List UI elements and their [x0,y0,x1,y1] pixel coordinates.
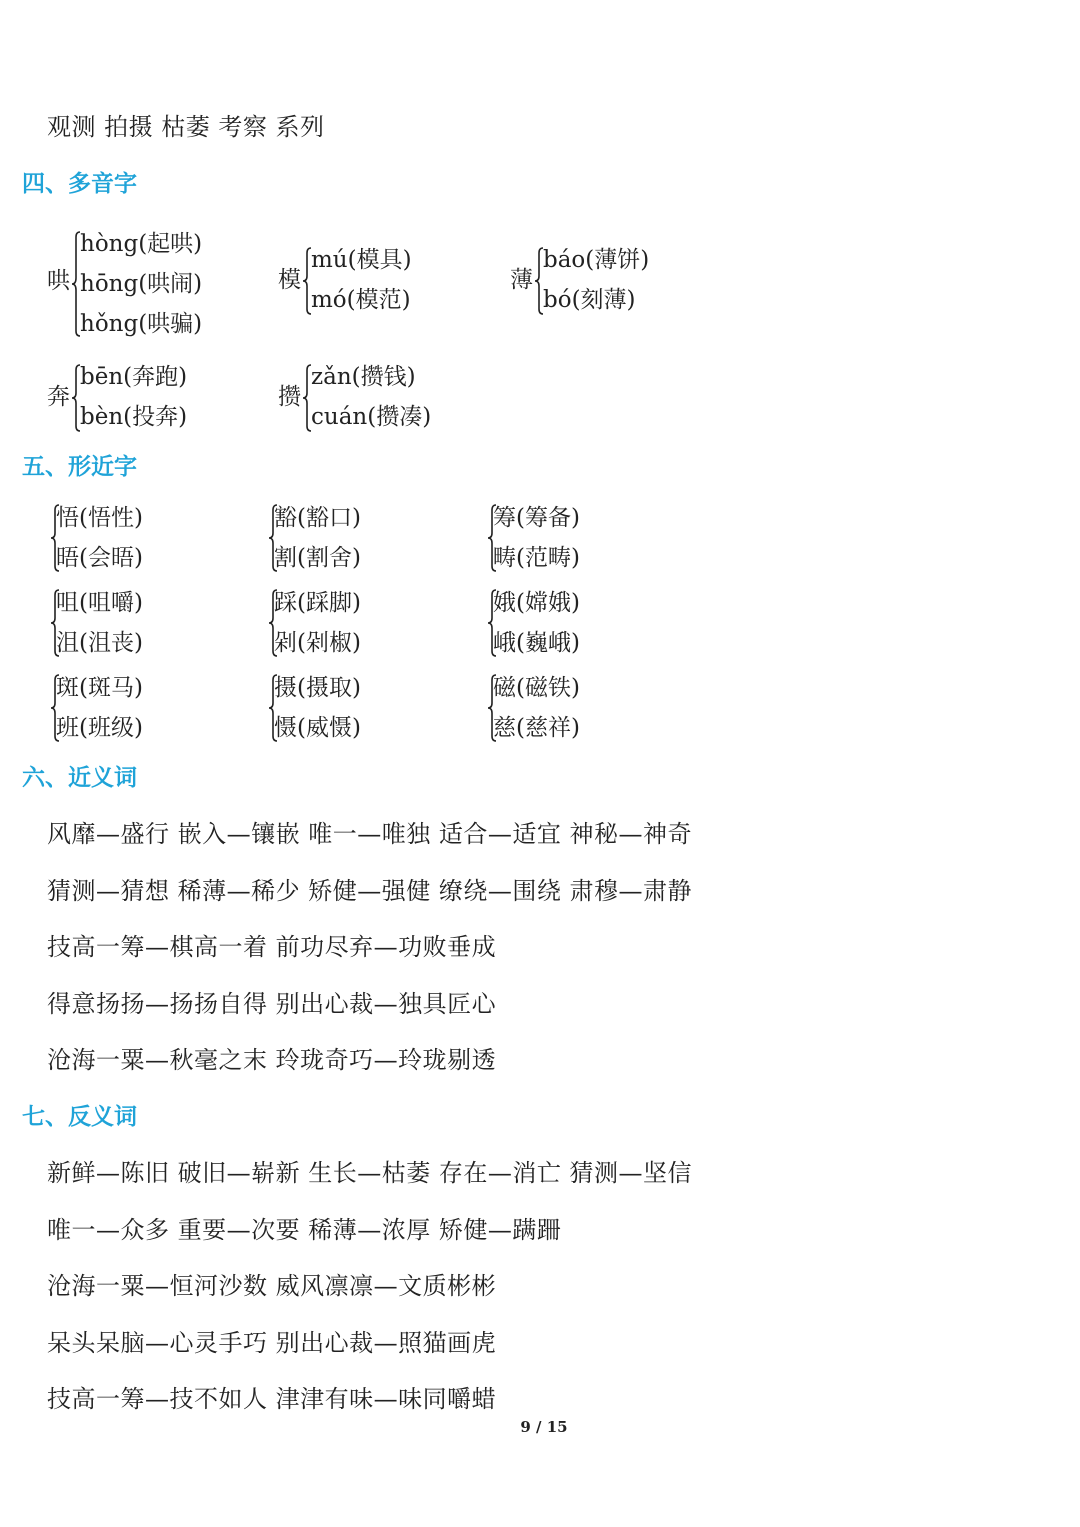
poly-char: 哄 [47,268,70,294]
synonym-line: 技高一筹—棋高一着 前功尽弃—功败垂成 [47,933,497,961]
poly-reading: mú(模具) [311,247,412,273]
poly-reading: bēn(奔跑) [80,364,188,390]
section-heading-polyphonic: 四、多音字 [22,171,137,197]
antonym-line: 技高一筹—技不如人 津津有味—味同嚼蜡 [47,1385,497,1413]
antonym-line: 呆头呆脑—心灵手巧 别出心裁—照猫画虎 [47,1329,497,1357]
antonym-line: 沧海一粟—恒河沙数 威风凛凛—文质彬彬 [47,1272,497,1300]
poly-reading: bó(刻薄) [543,287,636,313]
poly-reading: bèn(投奔) [80,404,188,430]
poly-reading: mó(模范) [311,287,411,313]
similar-char-item: 峨(巍峨) [493,630,580,656]
similar-char-item: 沮(沮丧) [56,630,143,656]
poly-reading: hòng(起哄) [80,231,203,257]
page-number: 9 / 15 [520,1418,568,1436]
similar-char-item: 班(班级) [56,715,143,741]
poly-char: 模 [278,267,301,293]
poly-char: 奔 [47,384,70,410]
antonym-line: 新鲜—陈旧 破旧—崭新 生长—枯萎 存在—消亡 猜测—坚信 [47,1159,693,1187]
poly-reading: zǎn(攒钱) [311,364,416,390]
similar-char-item: 咀(咀嚼) [56,590,143,616]
poly-reading: báo(薄饼) [543,247,650,273]
similar-char-item: 斑(斑马) [56,675,143,701]
similar-char-item: 割(割舍) [274,545,361,571]
similar-char-item: 悟(悟性) [56,505,143,531]
synonym-line: 沧海一粟—秋毫之末 玲珑奇巧—玲珑剔透 [47,1046,497,1074]
similar-char-item: 豁(豁口) [274,505,361,531]
synonym-line: 得意扬扬—扬扬自得 别出心裁—独具匠心 [47,990,497,1018]
similar-char-item: 筹(筹备) [493,505,580,531]
section-heading-synonyms: 六、近义词 [22,765,137,791]
similar-char-item: 剁(剁椒) [274,630,361,656]
poly-char: 薄 [510,267,533,293]
synonym-line: 猜测—猜想 稀薄—稀少 矫健—强健 缭绕—围绕 肃穆—肃静 [47,877,693,905]
similar-char-item: 畴(范畴) [493,545,580,571]
similar-char-item: 慑(威慑) [274,715,361,741]
similar-char-item: 晤(会晤) [56,545,143,571]
similar-char-item: 踩(踩脚) [274,590,361,616]
poly-char: 攒 [278,384,301,410]
section-heading-antonyms: 七、反义词 [22,1104,137,1130]
poly-reading: hōng(哄闹) [80,271,203,297]
similar-char-item: 慈(慈祥) [493,715,580,741]
antonym-line: 唯一—众多 重要—次要 稀薄—浓厚 矫健—蹒跚 [47,1216,562,1244]
similar-char-item: 磁(磁铁) [493,675,580,701]
poly-reading: hǒng(哄骗) [80,311,203,337]
synonym-line: 风靡—盛行 嵌入—镶嵌 唯一—唯独 适合—适宜 神秘—神奇 [47,820,693,848]
similar-char-item: 娥(嫦娥) [493,590,580,616]
section-heading-similar-chars: 五、形近字 [22,454,137,480]
similar-char-item: 摄(摄取) [274,675,361,701]
intro-word-line: 观测 拍摄 枯萎 考察 系列 [47,113,325,141]
poly-reading: cuán(攒凑) [311,404,432,430]
